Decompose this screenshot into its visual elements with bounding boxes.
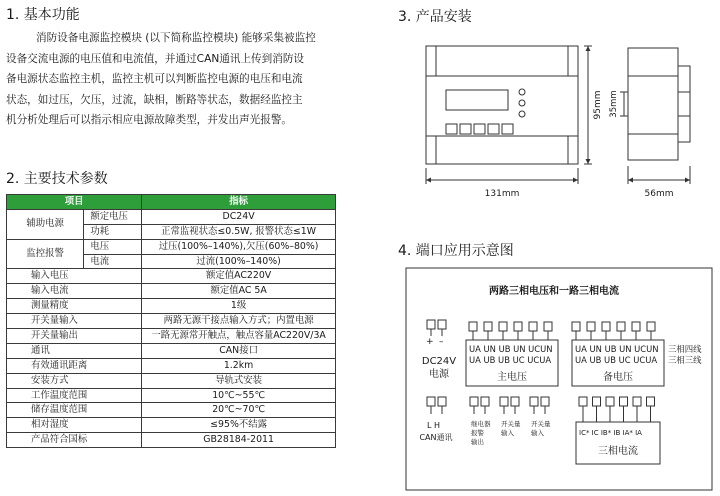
- switch-input-label: 输入: [531, 429, 544, 437]
- item-name: 测量精度: [7, 299, 142, 314]
- paragraph-line: 消防设备电源监控模块 (以下简称监控模块) 能够采集被监控: [36, 32, 316, 44]
- item-value: 过流(100%–140%): [142, 254, 336, 269]
- installation-drawing: [398, 36, 720, 202]
- dim-width-label: 131mm: [484, 189, 520, 199]
- item-value: CAN接口: [142, 343, 336, 358]
- item-value: ≤95%不结露: [142, 418, 336, 433]
- port-diagram: [398, 264, 718, 494]
- terminal-screw: [617, 322, 625, 331]
- item-value: 导轨式安装: [142, 373, 336, 388]
- item-value: 20℃~70℃: [142, 403, 336, 418]
- lcd-display: [446, 90, 508, 110]
- item-value: 1.2km: [142, 358, 336, 373]
- item-name: 工作温度范围: [7, 388, 142, 403]
- current-label: 三相电流: [598, 446, 638, 457]
- main-voltage-label: 主电压: [497, 372, 527, 383]
- plus-sign: +: [426, 337, 434, 347]
- dc24v-label: DC24V: [421, 356, 457, 367]
- diagram-frame: [406, 268, 712, 490]
- backup-voltage-bottom-labels: UA UB UB UC UCUA: [575, 355, 658, 365]
- terminal-screw: [587, 322, 595, 331]
- item-value: DC24V: [142, 209, 336, 224]
- key-button: [502, 124, 513, 134]
- three-wire-label: 三相三线: [668, 355, 702, 365]
- key-button: [474, 124, 485, 134]
- item-name: 输入电压: [7, 269, 142, 284]
- table-row: [7, 433, 336, 448]
- table-row: [7, 343, 336, 358]
- indicator-led: [519, 100, 525, 106]
- terminal-screw: [593, 397, 601, 406]
- terminal-screw: [544, 322, 552, 331]
- item-name: 有效通讯距离: [7, 358, 142, 373]
- item-name: 相对湿度: [7, 418, 142, 433]
- sub-item: 电流: [84, 254, 142, 269]
- paragraph-line: 状态，如过压，欠压，过流，缺相，断路等状态，数据经监控主: [6, 93, 303, 106]
- minus-sign: –: [439, 337, 444, 347]
- item-value: 1级: [142, 299, 336, 314]
- backup-voltage-label: 备电压: [603, 372, 633, 383]
- table-row: [7, 239, 336, 254]
- terminal-screw: [633, 397, 641, 406]
- sub-item: 电压: [84, 239, 142, 254]
- terminal-screw: [579, 397, 587, 406]
- terminal-screw: [514, 322, 522, 331]
- item-value: 10℃~55℃: [142, 388, 336, 403]
- paragraph-line: 备电源状态监控主机，监控主机可以判断监控电源的电压和电流: [6, 73, 303, 85]
- function-description: [6, 28, 336, 131]
- relay-label: 报警: [471, 429, 484, 437]
- table-row: [7, 373, 336, 388]
- item-name: 产品符合国标: [7, 433, 142, 448]
- item-name: 开关量输出: [7, 329, 142, 344]
- diagram-title: 两路三相电压和一路三相电流: [489, 286, 619, 297]
- switch-input-label: 开关量: [501, 420, 521, 428]
- header-value: 指标: [142, 195, 336, 210]
- terminal-screw: [620, 397, 628, 406]
- key-button: [460, 124, 471, 134]
- dc-power-label: 电源: [429, 369, 449, 380]
- group-label: 辅助电源: [7, 209, 84, 239]
- switch-input-label: 输入: [501, 429, 514, 437]
- indicator-led: [519, 111, 525, 117]
- section4-title: 4. 端口应用示意图: [398, 243, 514, 259]
- module-side-view: [628, 48, 678, 160]
- can-label: CAN通讯: [419, 433, 453, 442]
- can-terminal-letters: L H: [427, 421, 441, 430]
- table-row: [7, 269, 336, 284]
- current-terminal-labels: IC* IC IB* IB IA* IA: [579, 429, 642, 437]
- paragraph-line: 设备交流电源的电压值和电流值，并通过CAN通讯上传到消防设: [6, 52, 305, 65]
- group-label: 监控报警: [7, 239, 84, 269]
- section1-title: 1. 基本功能: [6, 7, 80, 23]
- terminal-screw: [469, 322, 477, 331]
- terminal-screw: [647, 397, 655, 406]
- terminal-screw: [632, 322, 640, 331]
- item-value: 过压(100%–140%),欠压(60%–80%): [142, 239, 336, 254]
- sub-item: 额定电压: [84, 209, 142, 224]
- module-front-view: [426, 46, 578, 164]
- table-row: [7, 388, 336, 403]
- spec-table: [6, 194, 336, 448]
- section3-title: 3. 产品安装: [398, 9, 472, 25]
- table-row: [7, 329, 336, 344]
- item-value: GB28184-2011: [142, 433, 336, 448]
- relay-label: 继电器: [471, 420, 491, 428]
- main-voltage-top-labels: UA UN UB UN UCUN: [469, 344, 553, 354]
- paragraph-line: 机分析处理后可以指示相应电源故障类型，并发出声光报警。: [6, 114, 293, 126]
- header-item: 项目: [7, 195, 142, 210]
- terminal-screw: [499, 322, 507, 331]
- terminal-screw: [529, 322, 537, 331]
- table-row: [7, 418, 336, 433]
- table-row: [7, 299, 336, 314]
- item-value: 额定值AC 5A: [142, 284, 336, 299]
- key-button: [446, 124, 457, 134]
- terminal-screw: [647, 322, 655, 331]
- dim-rail-label: 35mm: [609, 90, 619, 118]
- terminal-screw: [602, 322, 610, 331]
- table-header-row: [7, 195, 336, 210]
- item-value: 一路无源常开触点，触点容量AC220V/3A: [142, 329, 336, 344]
- table-row: [7, 209, 336, 224]
- terminal-screw: [484, 322, 492, 331]
- section2-title: 2. 主要技术参数: [6, 171, 108, 187]
- table-row: [7, 358, 336, 373]
- sub-item: 功耗: [84, 224, 142, 239]
- terminal-screw: [572, 322, 580, 331]
- main-voltage-bottom-labels: UA UB UB UC UCUA: [469, 355, 552, 365]
- table-row: [7, 314, 336, 329]
- key-button: [488, 124, 499, 134]
- table-row: [7, 403, 336, 418]
- item-value: 正常监视状态≤0.5W, 报警状态≤1W: [142, 224, 336, 239]
- dim-height-label: 95mm: [593, 90, 603, 120]
- indicator-led: [519, 89, 525, 95]
- table-row: [7, 284, 336, 299]
- item-value: 两路无源干接点输入方式；内置电源: [142, 314, 336, 329]
- four-wire-label: 三相四线: [668, 344, 702, 354]
- item-name: 通讯: [7, 343, 142, 358]
- item-value: 额定值AC220V: [142, 269, 336, 284]
- backup-voltage-top-labels: UA UN UB UN UCUN: [575, 344, 659, 354]
- relay-label: 输出: [471, 438, 484, 446]
- item-name: 储存温度范围: [7, 403, 142, 418]
- item-name: 安装方式: [7, 373, 142, 388]
- dim-depth-label: 56mm: [644, 189, 674, 199]
- item-name: 输入电流: [7, 284, 142, 299]
- switch-input-label: 开关量: [531, 420, 551, 428]
- terminal-screw: [606, 397, 614, 406]
- item-name: 开关量输入: [7, 314, 142, 329]
